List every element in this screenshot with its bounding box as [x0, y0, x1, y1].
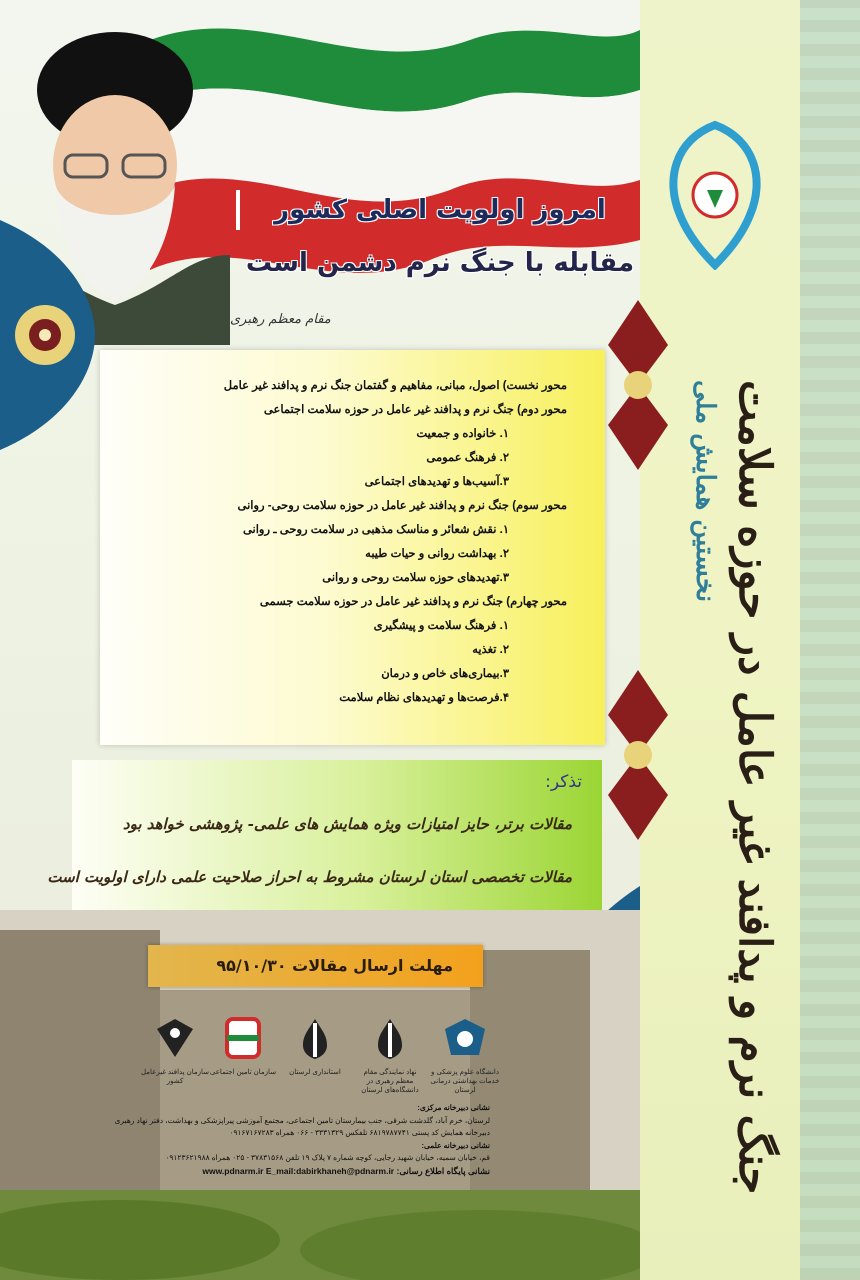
defense-org-icon	[149, 1015, 201, 1061]
axis-subitem: ۱. خانواده و جمعیت	[416, 428, 509, 440]
reminder-panel	[47, 760, 602, 925]
axis-heading: محور سوم) جنگ نرم و پدافند غیر عامل در حوزه سلامت روحی- روانی	[237, 500, 567, 512]
axis-heading: محور دوم) جنگ نرم و پدافند غیر عامل در حوزه سلامت اجتماعی	[263, 404, 567, 416]
axis-subitem: ۳.تهدیدهای حوزه سلامت روحی و روانی	[322, 572, 509, 584]
side-title: جنگ نرم و پدافند غیر عامل در حوزه سلامت	[729, 380, 780, 1195]
conference-logo-icon	[660, 120, 770, 270]
headline-line-1: امروز اولویت اصلی کشور	[274, 195, 606, 225]
axis-heading: محور چهارم) جنگ نرم و پدافند غیر عامل در حوزه سلامت جسمی	[259, 596, 567, 608]
iran-emblem-icon	[364, 1015, 416, 1061]
axis-heading: محور نخست) اصول، مبانی، مفاهیم و گفتمان جنگ نرم و پدافند غیر عامل	[223, 380, 567, 392]
signature: مقام معظم رهبری	[230, 312, 331, 327]
contact-line: نشانی پایگاه اطلاع رسانی: www.pdnarm.ir E_mail:dabirkhaneh@pdnarm.ir	[202, 1165, 490, 1176]
contact-line: لرستان، خرم آباد، گلدشت شرقی، جنب بیمارستان تامین اجتماعی، مجتمع آموزشی پیراپزشکی و بهداشت، دفتر نهاد رهبری	[114, 1115, 490, 1125]
sponsor-governorate: استانداری لرستان	[280, 1015, 350, 1077]
axis-subitem: ۲. فرهنگ عمومی	[426, 452, 509, 464]
left-floral-ornament	[0, 220, 95, 450]
axis-subitem: ۱. فرهنگ سلامت و پیشگیری	[373, 620, 509, 632]
reminder-title: تذکر:	[545, 772, 582, 792]
side-subtitle: نخستین همایش ملی	[690, 380, 720, 603]
side-ornament-top	[608, 300, 668, 470]
contact-line: قم، خیابان سمیه، خیابان شهید رجایی، کوچه شماره ۷ پلاک ۱۹ تلفن ۳۷۸۳۱۵۶۸ - ۰۲۵ همراه ۰۹۱۲۳۶۲۱۹۸۸	[165, 1153, 490, 1162]
axis-subitem: ۲. تغذیه	[472, 644, 509, 656]
axes-panel	[100, 350, 605, 745]
sponsor-leader-office: نهاد نمایندگی مقام معظم رهبری در دانشگاه‌های لرستان	[355, 1015, 425, 1095]
reminder-line-2: مقالات تخصصی استان لرستان مشروط به احراز صلاحیت علمی دارای اولویت است	[47, 868, 572, 886]
social-security-logo-icon	[217, 1015, 269, 1061]
axes-list	[97, 374, 567, 710]
reminder-line-1: مقالات برتر، حایز امتیازات ویژه همایش های علمی- پژوهشی خواهد بود	[122, 815, 572, 833]
axis-subitem: ۲. بهداشت روانی و حیات طیبه	[365, 548, 509, 560]
iran-emblem-icon	[289, 1015, 341, 1061]
deadline-bar	[148, 945, 483, 987]
contact-line: دبیرخانه همایش کد پستی ۶۸۱۹۷۸۷۷۴۱ تلفکس ۳۳۳۱۳۲۹ - ۰۶۶ همراه ۰۹۱۶۷۱۶۷۲۸۳	[229, 1128, 490, 1137]
headline-line-2: مقابله با جنگ نرم دشمن است	[245, 248, 635, 278]
deadline-text: مهلت ارسال مقالات ۹۵/۱۰/۳۰	[216, 956, 453, 975]
university-emblem-icon	[439, 1015, 491, 1061]
contact-line: نشانی دبیرخانه مرکزی:	[417, 1103, 490, 1112]
axis-subitem: ۴.فرصت‌ها و تهدیدهای نظام سلامت	[339, 692, 509, 704]
sponsor-defense: سازمان پدافند غیرعامل کشور	[140, 1015, 210, 1086]
axis-subitem: ۳.بیماری‌های خاص و درمان	[381, 668, 509, 680]
side-ornament-middle	[608, 670, 668, 840]
axis-subitem: ۱. نقش شعائر و مناسک مذهبی در سلامت روحی ـ روانی	[242, 524, 509, 536]
contact-line: نشانی دبیرخانه علمی:	[421, 1140, 490, 1150]
sponsor-social-security: سازمان تامین اجتماعی	[208, 1015, 278, 1077]
axis-subitem: ۳.آسیب‌ها و تهدیدهای اجتماعی	[364, 476, 509, 488]
contact-info	[100, 1102, 490, 1177]
sponsor-university: دانشگاه علوم پزشکی و خدمات بهداشتی درمانی لرستان	[430, 1015, 500, 1095]
